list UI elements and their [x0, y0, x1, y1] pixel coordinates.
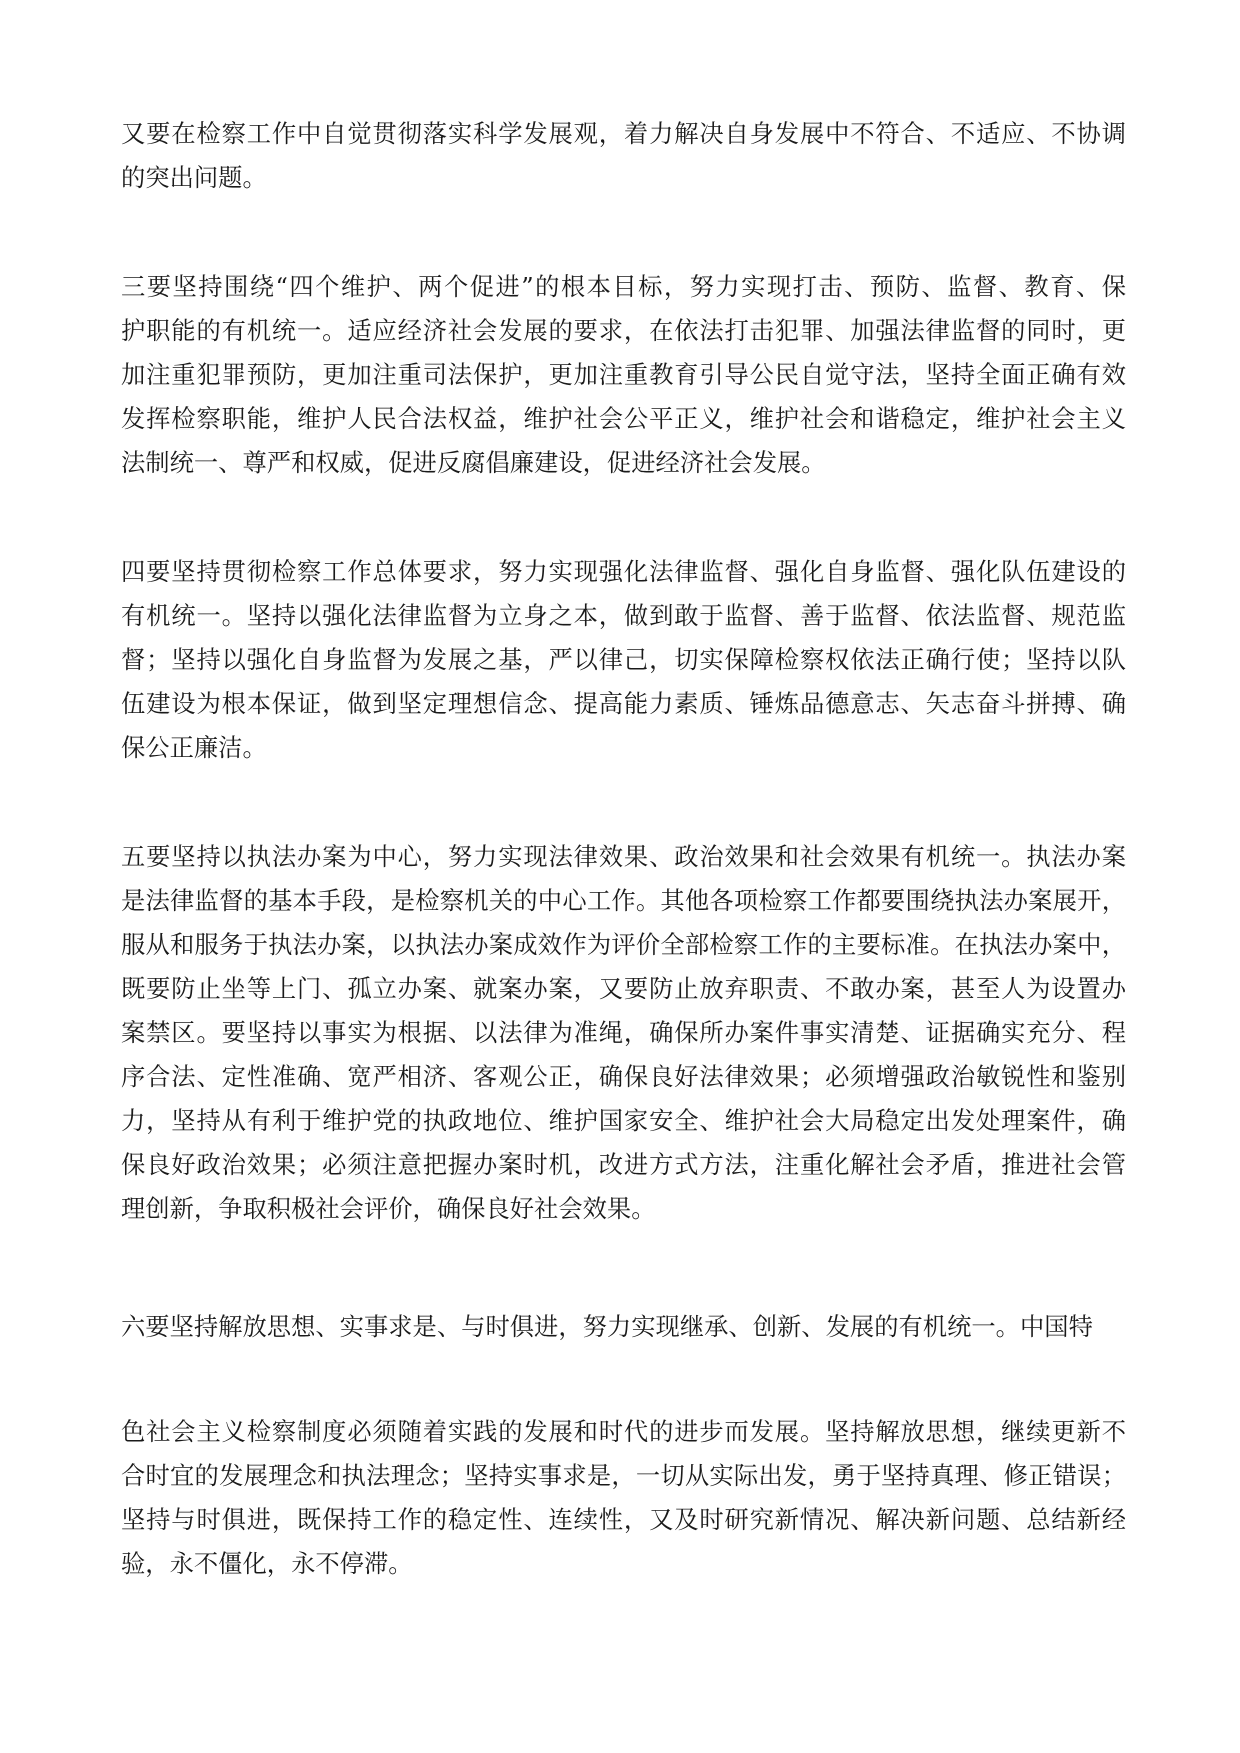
paragraph-3	[121, 550, 1126, 770]
paragraph-line: 案禁区。要坚持以事实为根据、以法律为准绳，确保所办案件事实清楚、证据确实充分、程	[121, 1018, 1126, 1047]
paragraph-4	[121, 835, 1126, 1231]
paragraph-line: 的突出问题。	[121, 163, 267, 192]
paragraph-line: 护职能的有机统一。适应经济社会发展的要求，在依法打击犯罪、加强法律监督的同时，更	[121, 316, 1126, 345]
paragraph-line: 督；坚持以强化自身监督为发展之基，严以律己，切实保障检察权依法正确行使；坚持以队	[121, 645, 1126, 674]
paragraph-2	[121, 265, 1126, 485]
paragraph-line: 四要坚持贯彻检察工作总体要求，努力实现强化法律监督、强化自身监督、强化队伍建设的	[121, 557, 1126, 586]
paragraph-5	[121, 1305, 1126, 1349]
paragraph-line: 是法律监督的基本手段，是检察机关的中心工作。其他各项检察工作都要围绕执法办案展开，	[121, 886, 1126, 915]
paragraph-line: 五要坚持以执法办案为中心，努力实现法律效果、政治效果和社会效果有机统一。执法办案	[121, 842, 1126, 871]
paragraph-line: 又要在检察工作中自觉贯彻落实科学发展观，着力解决自身发展中不符合、不适应、不协调	[121, 119, 1126, 148]
paragraph-line: 理创新，争取积极社会评价，确保良好社会效果。	[121, 1194, 656, 1223]
paragraph-line: 保良好政治效果；必须注意把握办案时机，改进方式方法，注重化解社会矛盾，推进社会管	[121, 1150, 1126, 1179]
paragraph-line: 六要坚持解放思想、实事求是、与时俱进，努力实现继承、创新、发展的有机统一。中国特	[121, 1312, 1093, 1341]
paragraph-line: 序合法、定性准确、宽严相济、客观公正，确保良好法律效果；必须增强政治敏锐性和鉴别	[121, 1062, 1126, 1091]
paragraph-line: 法制统一、尊严和权威，促进反腐倡廉建设，促进经济社会发展。	[121, 448, 826, 477]
paragraph-line: 有机统一。坚持以强化法律监督为立身之本，做到敢于监督、善于监督、依法监督、规范监	[121, 601, 1126, 630]
paragraph-line: 伍建设为根本保证，做到坚定理想信念、提高能力素质、锤炼品德意志、矢志奋斗拼搏、确	[121, 689, 1126, 718]
paragraph-line: 服从和服务于执法办案，以执法办案成效作为评价全部检察工作的主要标准。在执法办案中，	[121, 930, 1126, 959]
paragraph-line: 既要防止坐等上门、孤立办案、就案办案，又要防止放弃职责、不敢办案，甚至人为设置办	[121, 974, 1126, 1003]
paragraph-line: 坚持与时俱进，既保持工作的稳定性、连续性，又及时研究新情况、解决新问题、总结新经	[121, 1505, 1126, 1534]
paragraph-line: 三要坚持围绕“四个维护、两个促进”的根本目标，努力实现打击、预防、监督、教育、保	[121, 272, 1126, 301]
paragraph-line: 加注重犯罪预防，更加注重司法保护，更加注重教育引导公民自觉守法，坚持全面正确有效	[121, 360, 1126, 389]
paragraph-line: 合时宜的发展理念和执法理念；坚持实事求是，一切从实际出发，勇于坚持真理、修正错误；	[121, 1461, 1126, 1490]
paragraph-1	[121, 112, 1126, 200]
paragraph-line: 验，永不僵化，永不停滞。	[121, 1549, 413, 1578]
paragraph-line: 发挥检察职能，维护人民合法权益，维护社会公平正义，维护社会和谐稳定，维护社会主义	[121, 404, 1126, 433]
paragraph-line: 力，坚持从有利于维护党的执政地位、维护国家安全、维护社会大局稳定出发处理案件，确	[121, 1106, 1126, 1135]
paragraph-line: 色社会主义检察制度必须随着实践的发展和时代的进步而发展。坚持解放思想，继续更新不	[121, 1417, 1126, 1446]
paragraph-line: 保公正廉洁。	[121, 733, 267, 762]
paragraph-6	[121, 1410, 1126, 1586]
